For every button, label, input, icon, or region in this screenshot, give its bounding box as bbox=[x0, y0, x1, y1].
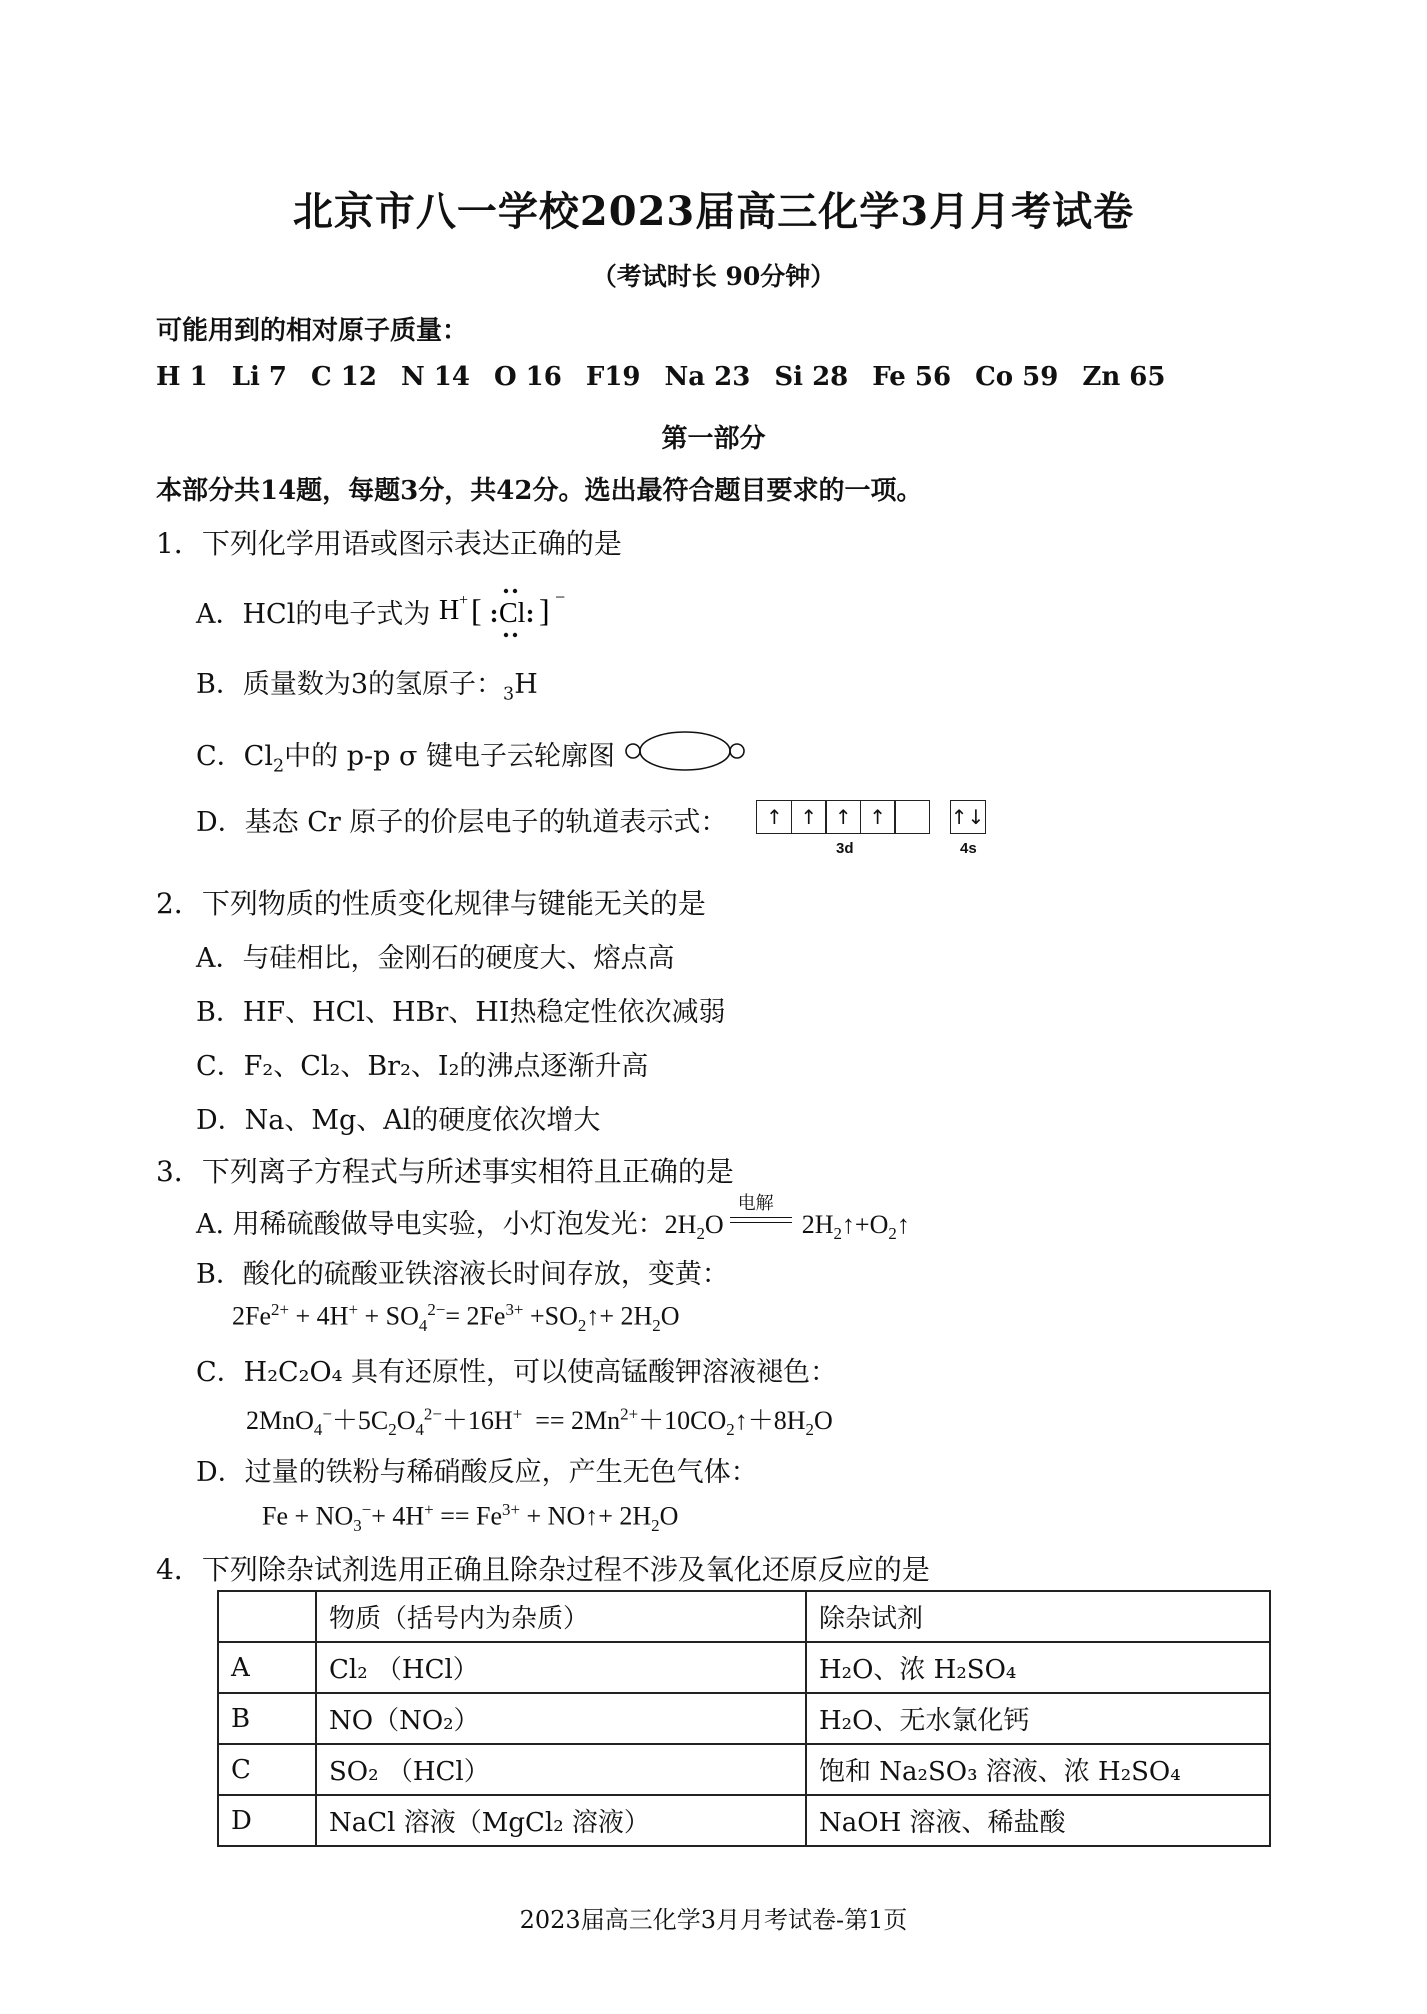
q1-option-b bbox=[196, 662, 538, 704]
q3-option-c-equation: $2MnO_4^-+5C_2O_4^{2-}+16H^+$ == $2Mn^{2+}+10CO_2↑+8H_2O$ bbox=[246, 1404, 833, 1440]
mass-n: N 14 bbox=[400, 362, 470, 392]
table-row bbox=[218, 1693, 1270, 1744]
table-cell-option: B bbox=[218, 1693, 316, 1744]
q1-option-b-text: B．质量数为3的氢原子： bbox=[196, 669, 504, 700]
q3-option-d-text: D．过量的铁粉与稀硝酸反应，产生无色气体： bbox=[196, 1457, 758, 1488]
orbital-3d bbox=[758, 800, 930, 834]
table-cell-substance: SO₂ （HCl） bbox=[316, 1744, 806, 1795]
table-cell-reagent: H₂O、无水氯化钙 bbox=[806, 1693, 1270, 1744]
q1-option-c-text: 中的 p-p σ 键电子云轮廓图 bbox=[284, 741, 615, 772]
orbital-label-3d: 3d bbox=[836, 840, 854, 857]
electrolysis-condition: 电解 bbox=[730, 1203, 796, 1233]
svg-text:]: ] bbox=[538, 591, 550, 628]
exam-title: 北京市八一学校2023届高三化学3月月考试卷 bbox=[292, 188, 1135, 235]
table-cell-reagent: 饱和 Na₂SO₃ 溶液、浓 H₂SO₄ bbox=[806, 1744, 1270, 1795]
mass-zn: Zn 65 bbox=[1082, 362, 1166, 392]
q1-option-a bbox=[196, 586, 569, 639]
q3-option-a-text: A. 用稀硫酸做导电实验，小灯泡发光： bbox=[196, 1209, 665, 1240]
q1-b-symbol: H bbox=[514, 669, 538, 700]
q3-option-d-equation: $Fe + NO_3^-+ 4H^+ == Fe^{3+}$ + NO↑+ $2H_2O$ bbox=[262, 1500, 679, 1535]
orbital-label-4s: 4s bbox=[960, 840, 977, 857]
table-cell-option: D bbox=[218, 1795, 316, 1846]
mass-h: H 1 bbox=[156, 362, 208, 392]
table-cell-substance: NO（NO₂） bbox=[316, 1693, 806, 1744]
q4-stem: 4．下列除杂试剂选用正确且除杂过程不涉及氧化还原反应的是 bbox=[156, 1553, 930, 1586]
mass-si: Si 28 bbox=[774, 362, 849, 392]
table-cell-substance: NaCl 溶液（MgCl₂ 溶液） bbox=[316, 1795, 806, 1846]
svg-text:H: H bbox=[438, 594, 460, 626]
orbital-up-arrow-icon: ↑ bbox=[860, 800, 896, 834]
table-cell-substance: Cl₂ （HCl） bbox=[316, 1642, 806, 1693]
svg-text:Cl: Cl bbox=[498, 597, 526, 629]
q2-option-c: C．F₂、Cl₂、Br₂、I₂的沸点逐渐升高 bbox=[196, 1051, 649, 1082]
table-cell-reagent: NaOH 溶液、稀盐酸 bbox=[806, 1795, 1270, 1846]
mass-c: C 12 bbox=[311, 362, 377, 392]
mass-li: Li 7 bbox=[231, 362, 288, 392]
q1-option-c: C．$Cl_2$中的 p-p σ 键电子云轮廓图 bbox=[196, 734, 746, 776]
q3-option-a: A. 用稀硫酸做导电实验，小灯泡发光：$2H_2O$ 电解 $2H_2↑+O_2↑$ bbox=[196, 1193, 910, 1244]
svg-text:[: [ bbox=[470, 591, 482, 628]
q1-option-d bbox=[196, 800, 727, 839]
table-row bbox=[218, 1795, 1270, 1846]
mass-fe: Fe 56 bbox=[872, 362, 952, 392]
q1-option-c-cl: C．Cl bbox=[196, 741, 273, 772]
q1-option-a-text: A．HCl的电子式为 bbox=[196, 599, 431, 630]
svg-text:+: + bbox=[458, 591, 468, 609]
mass-o: O 16 bbox=[493, 362, 562, 392]
p-p-sigma-bond-icon bbox=[624, 729, 746, 773]
q2-option-d: D．Na、Mg、Al的硬度依次增大 bbox=[196, 1105, 601, 1136]
orbital-empty bbox=[894, 800, 930, 834]
cr-orbital-diagram bbox=[758, 800, 986, 857]
table-cell-reagent: H₂O、浓 H₂SO₄ bbox=[806, 1642, 1270, 1693]
q2-option-a: A．与硅相比，金刚石的硬度大、熔点高 bbox=[196, 943, 675, 974]
q3-option-b-equation: $2Fe^{2+} + 4H^+ + SO_4^{2-}= 2Fe^{3+}$ $+SO_2↑+ 2H_2O$ bbox=[232, 1300, 680, 1335]
page-footer: 2023届高三化学3月月考试卷-第1页 bbox=[519, 1906, 908, 1934]
table-cell-option: C bbox=[218, 1744, 316, 1795]
table-header bbox=[218, 1591, 316, 1642]
mass-f: F19 bbox=[585, 362, 641, 392]
table-cell-option: A bbox=[218, 1642, 316, 1693]
table-row bbox=[218, 1744, 1270, 1795]
atomic-mass-label: 可能用到的相对原子质量： bbox=[156, 316, 469, 346]
exam-duration: （考试时长 90分钟） bbox=[591, 262, 836, 291]
q1-stem: 1．下列化学用语或图示表达正确的是 bbox=[156, 527, 622, 560]
q2-stem: 2．下列物质的性质变化规律与键能无关的是 bbox=[156, 887, 706, 920]
q3-option-c-text: C．H₂C₂O₄ 具有还原性，可以使高锰酸钾溶液褪色： bbox=[196, 1357, 838, 1388]
mass-na: Na 23 bbox=[664, 362, 751, 392]
table-header-row bbox=[218, 1591, 1270, 1642]
orbital-up-arrow-icon: ↑ bbox=[791, 800, 827, 834]
table-row bbox=[218, 1642, 1270, 1693]
svg-text:−: − bbox=[554, 586, 566, 607]
table-header: 除杂试剂 bbox=[806, 1591, 1270, 1642]
orbital-up-arrow-icon: ↑ bbox=[825, 800, 861, 834]
orbital-up-down-arrow-icon: ↑↓ bbox=[950, 800, 986, 834]
part-title: 第一部分 bbox=[661, 424, 766, 454]
impurity-removal-table bbox=[217, 1590, 1271, 1847]
table-header: 物质（括号内为杂质） bbox=[316, 1591, 806, 1642]
q1-b-mass-number: 3 bbox=[503, 684, 515, 705]
q1-option-d-text: D．基态 Cr 原子的价层电子的轨道表示式： bbox=[196, 807, 728, 838]
mass-co: Co 59 bbox=[975, 362, 1059, 392]
orbital-4s bbox=[951, 800, 985, 834]
q2-option-b: B．HF、HCl、HBr、HI热稳定性依次减弱 bbox=[196, 997, 726, 1028]
atomic-mass-list bbox=[156, 362, 1189, 392]
q3-option-b-text: B．酸化的硫酸亚铁溶液长时间存放，变黄： bbox=[196, 1259, 729, 1290]
orbital-up-arrow-icon: ↑ bbox=[756, 800, 792, 834]
q3-stem: 3．下列离子方程式与所述事实相符且正确的是 bbox=[156, 1155, 734, 1188]
hcl-electron-formula bbox=[439, 583, 569, 639]
part-instructions: 本部分共14题，每题3分，共42分。选出最符合题目要求的一项。 bbox=[156, 476, 923, 506]
